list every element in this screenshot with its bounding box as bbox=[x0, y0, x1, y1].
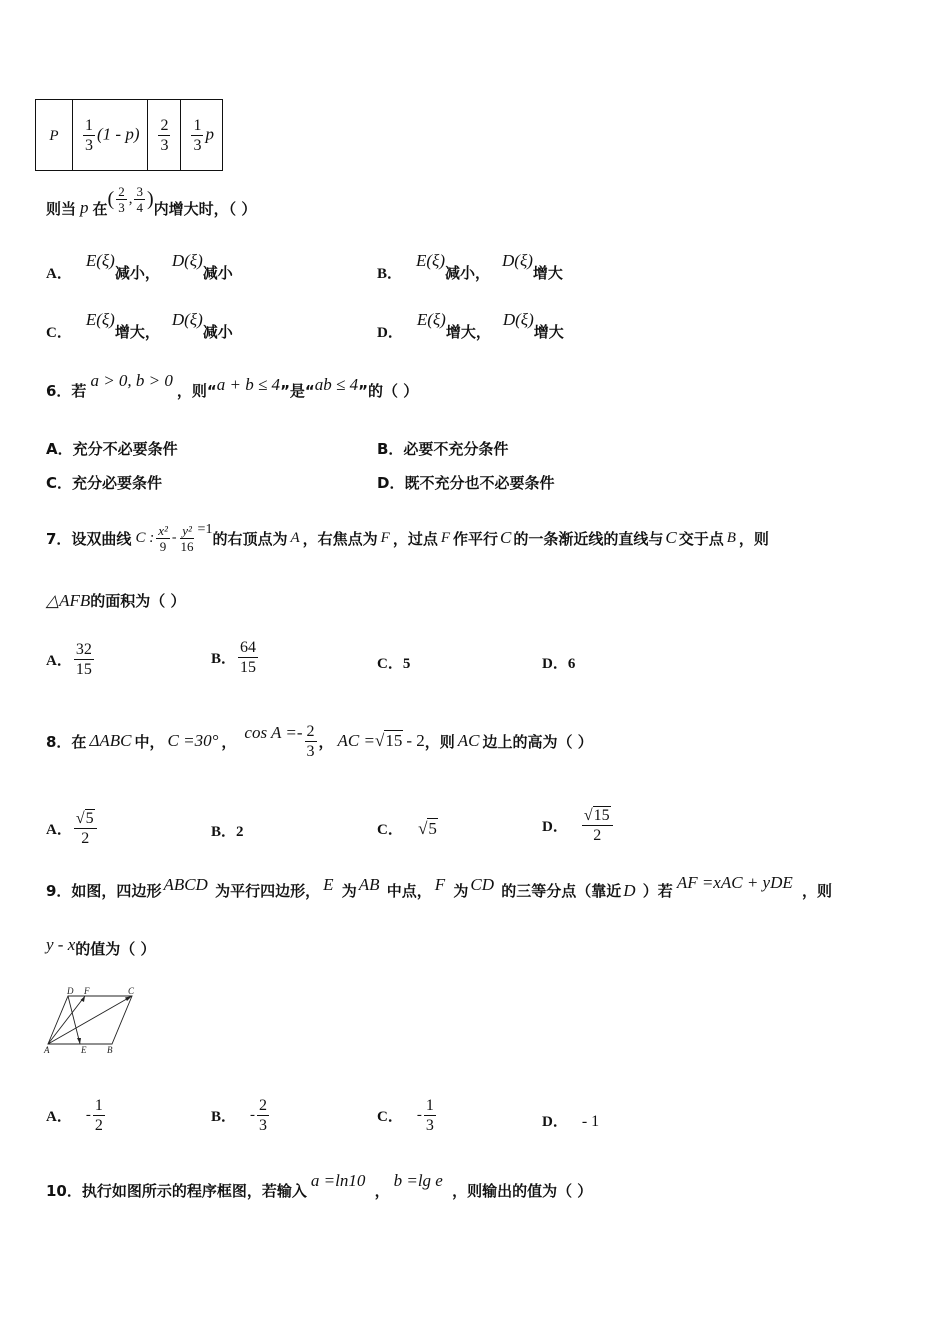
label-f: F bbox=[84, 986, 90, 996]
q8-option-c[interactable]: C． √5 bbox=[377, 819, 437, 838]
q9-option-c[interactable]: C． - $\frac{1}{3}$ bbox=[377, 1096, 434, 1134]
q8-option-a[interactable]: A． $\frac{√5}{2}$ bbox=[46, 796, 99, 860]
q6-option-d[interactable]: D．既不充分也不必要条件 bbox=[377, 474, 555, 492]
q9-stem-line2: y - x的值为（ ） bbox=[46, 935, 156, 958]
table-cell: $\frac{2}{3}$ bbox=[148, 100, 181, 171]
label-d: D bbox=[67, 986, 74, 996]
label-c: C bbox=[128, 986, 135, 996]
q7-option-b[interactable]: B． $\frac{64}{15}$ bbox=[211, 638, 257, 676]
q5-option-c[interactable]: C．E(ξ)增大，D(ξ)减小 bbox=[46, 310, 233, 341]
segment-ac bbox=[48, 996, 132, 1044]
table-cell: $\frac{1}{3}$ p bbox=[181, 100, 223, 171]
table-row bbox=[36, 100, 223, 171]
q8-option-d[interactable]: D． $\frac{√15}{2}$ bbox=[542, 792, 615, 858]
q6-option-b[interactable]: B．必要不充分条件 bbox=[377, 440, 509, 458]
q7-option-a[interactable]: A． $\frac{32}{15}$ bbox=[46, 640, 92, 678]
segment-de bbox=[68, 996, 80, 1044]
q5-option-a[interactable]: A．E(ξ)减小，D(ξ)减小 bbox=[46, 251, 233, 282]
q7-stem: 7．设双曲线 C : $\frac{\text{x²}}{9}$ - $\frac{\text{y²}}{16}$ =1 的右顶点为 A ，右焦点为 F ，过点 F 作平行 C 的一条渐近线的直线与 C 交于点 B ，则 bbox=[46, 522, 769, 554]
q5-stem: 则当 p 在 ( $\frac{2}{3}$ , $\frac{3}{4}$ ) 内增大时，（ ） bbox=[46, 183, 257, 218]
q9-option-d[interactable]: D． - 1 bbox=[542, 1113, 600, 1130]
q9-stem: 9．如图，四边形 ABCD 为平行四边形， E 为 AB 中点， F 为 CD 的三等分点（靠近 D ）若 AF =xAC + yDE ，则 bbox=[46, 873, 832, 900]
q6-option-a[interactable]: A．充分不必要条件 bbox=[46, 440, 178, 458]
arrowhead-de bbox=[77, 1038, 81, 1044]
parallelogram-figure bbox=[40, 985, 140, 1055]
q6-stem: 6．若a > 0, b > 0，则“a + b ≤ 4”是“ab ≤ 4”的（ ） bbox=[46, 371, 419, 400]
q7-option-d[interactable]: D．6 bbox=[542, 656, 576, 672]
q10-stem: 10．执行如图所示的程序框图，若输入a =ln10 ，b =lg e ，则输出的值为（ ） bbox=[46, 1171, 593, 1200]
distribution-table bbox=[35, 99, 223, 171]
segment-af bbox=[48, 996, 85, 1044]
q5-option-d[interactable]: D．E(ξ)增大，D(ξ)增大 bbox=[377, 310, 564, 341]
q8-stem: 8．在 ΔABC 中， C =30° ， cos A =- $\frac{2}{3}$ ， AC = √15 - 2 ，则 AC 边上的高为（ ） bbox=[46, 722, 593, 760]
label-b: B bbox=[107, 1045, 113, 1055]
label-e: E bbox=[81, 1045, 87, 1055]
table-cell: $\frac{1}{3}$ (1 - p) bbox=[73, 100, 148, 171]
q9-option-a[interactable]: A． - $\frac{1}{2}$ bbox=[46, 1096, 103, 1134]
q5-interval: ( $\frac{2}{3}$ , $\frac{3}{4}$ ) bbox=[107, 183, 154, 215]
q5-option-b[interactable]: B．E(ξ)减小，D(ξ)增大 bbox=[377, 251, 563, 282]
q7-option-c[interactable]: C．5 bbox=[377, 656, 411, 672]
q7-stem-line2: △AFB的面积为（ ） bbox=[46, 591, 186, 610]
table-row-label: P bbox=[36, 100, 73, 171]
q6-option-c[interactable]: C．充分必要条件 bbox=[46, 474, 163, 492]
label-a: A bbox=[44, 1045, 50, 1055]
q9-option-b[interactable]: B． - $\frac{2}{3}$ bbox=[211, 1096, 268, 1134]
q8-option-b[interactable]: B．2 bbox=[211, 824, 244, 840]
